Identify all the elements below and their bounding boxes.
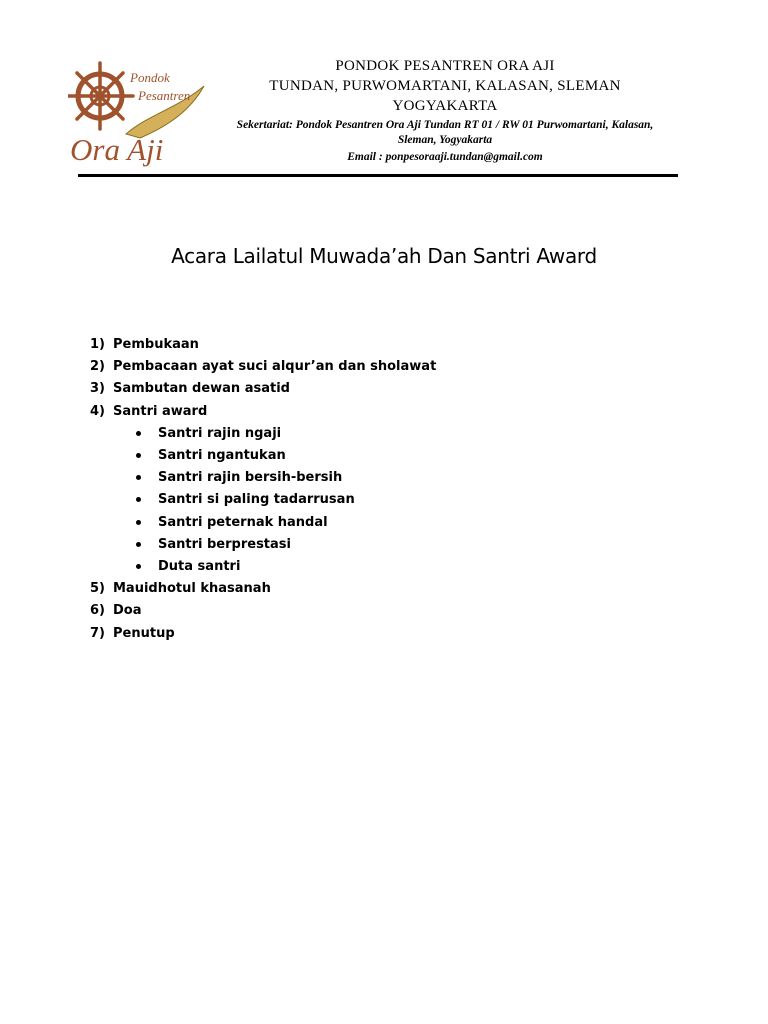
- agenda-item: [90, 623, 690, 645]
- award-item: [90, 489, 690, 511]
- bullet-icon: [136, 564, 141, 569]
- org-city: YOGYAKARTA: [392, 98, 498, 114]
- bullet-icon: [136, 520, 141, 525]
- logo-text-top: Pondok: [130, 70, 170, 85]
- logo-text-mid: Pesantren: [138, 88, 191, 103]
- award-item: [90, 423, 690, 445]
- pesantren-logo: [68, 56, 208, 168]
- award-list: [90, 423, 690, 578]
- agenda-label: Mauidhotul khasanah: [113, 581, 271, 597]
- bullet-icon: [136, 475, 141, 480]
- bullet-icon: [136, 453, 141, 458]
- agenda-item: [90, 378, 690, 400]
- award-label: Santri peternak handal: [158, 514, 328, 530]
- letterhead-text: [210, 56, 680, 165]
- letterhead: [0, 0, 768, 185]
- agenda-number: 2): [90, 359, 105, 375]
- agenda-item: [90, 401, 690, 579]
- award-label: Santri berprestasi: [158, 536, 291, 552]
- agenda-item: [90, 334, 690, 356]
- agenda-number: 6): [90, 603, 105, 619]
- award-label: Santri ngantukan: [158, 448, 286, 464]
- award-label: Santri si paling tadarrusan: [158, 492, 355, 508]
- org-address: TUNDAN, PURWOMARTANI, KALASAN, SLEMAN: [269, 78, 621, 94]
- letterhead-divider: [78, 174, 678, 177]
- award-item: [90, 512, 690, 534]
- award-item: [90, 534, 690, 556]
- email-address: Email : ponpesoraaji.tundan@gmail.com: [347, 151, 543, 163]
- agenda-item: [90, 356, 690, 378]
- secretariat-address: [210, 118, 680, 148]
- bullet-icon: [136, 497, 141, 502]
- agenda-label: Pembukaan: [113, 337, 199, 352]
- award-item: [90, 445, 690, 467]
- award-item: [90, 556, 690, 578]
- award-label: Duta santri: [158, 559, 241, 575]
- agenda-label: Penutup: [113, 625, 175, 641]
- agenda-number: 7): [90, 625, 105, 641]
- agenda-label: Doa: [113, 603, 142, 619]
- agenda-label: Santri award: [113, 403, 208, 419]
- secretariat-line-1: Sekertariat: Pondok Pesantren Ora Aji Tundan RT 01 / RW 01 Purwomartani, Kalasan,: [236, 119, 654, 131]
- agenda-list: [90, 334, 690, 645]
- bullet-icon: [136, 431, 141, 436]
- agenda-number: 1): [90, 337, 105, 352]
- org-name: PONDOK PESANTREN ORA AJI: [335, 58, 555, 74]
- agenda-number: 4): [90, 403, 105, 419]
- secretariat-line-2: Sleman, Yogyakarta: [397, 134, 493, 146]
- agenda-item: [90, 578, 690, 600]
- award-item: [90, 467, 690, 489]
- agenda-item: [90, 600, 690, 622]
- agenda-label: Sambutan dewan asatid: [113, 381, 290, 397]
- ship-wheel-icon: [68, 63, 133, 129]
- agenda-number: 5): [90, 581, 105, 597]
- award-label: Santri rajin ngaji: [158, 425, 282, 441]
- bullet-icon: [136, 542, 141, 547]
- agenda-number: 3): [90, 381, 105, 397]
- agenda-label: Pembacaan ayat suci alqur’an dan sholawat: [113, 359, 437, 375]
- document-title: Acara Lailatul Muwada’ah Dan Santri Award: [171, 244, 597, 268]
- logo-text-main: Ora Aji: [70, 132, 164, 167]
- award-label: Santri rajin bersih-bersih: [158, 470, 343, 486]
